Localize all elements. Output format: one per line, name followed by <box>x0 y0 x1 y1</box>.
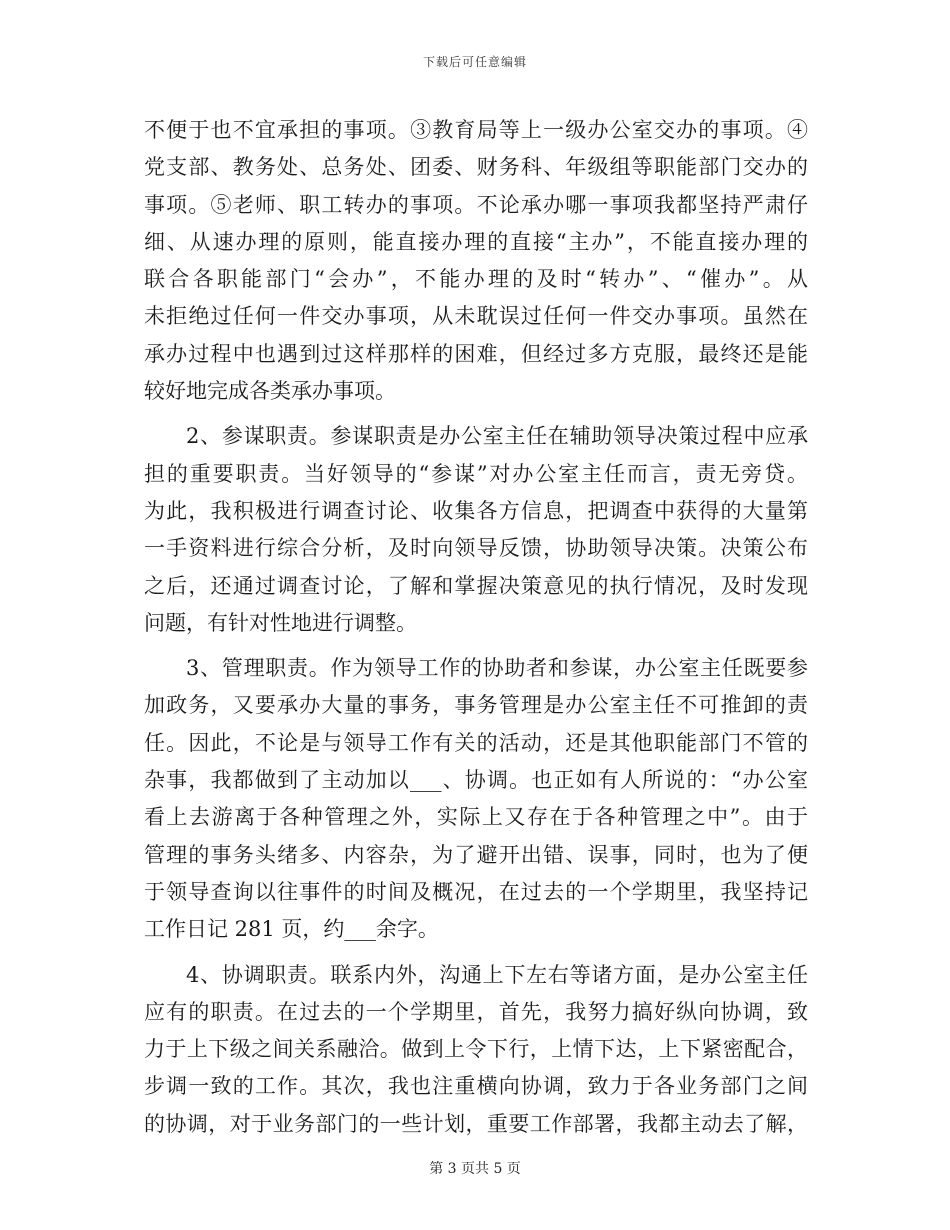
paragraph-3 <box>144 650 808 948</box>
document-body <box>144 112 808 1143</box>
text-line: 2、参谋职责。参谋职责是办公室主任在辅助领导决策过程中应承 <box>186 424 808 449</box>
text-line: 为此，我积极进行调查讨论、收集各方信息，把调查中获得的大量第 <box>144 498 808 523</box>
text-line: 力于上下级之间关系融洽。做到上令下行，上情下达，上下紧密配合， <box>144 1037 808 1062</box>
text-line: 的协调，对于业务部门的一些计划，重要工作部署，我都主动去了解， <box>144 1111 808 1136</box>
text-line: 担的重要职责。当好领导的“参谋”对办公室主任而言，责无旁贷。 <box>144 461 808 486</box>
text-line: 任。因此，不论是与领导工作有关的活动，还是其他职能部门不管的 <box>144 730 808 755</box>
page-footer <box>0 1158 950 1178</box>
text-line: 承办过程中也遇到过这样那样的困难，但经过多方克服，最终还是能 <box>144 341 808 366</box>
text-line: 联合各职能部门“会办”，不能办理的及时“转办”、“催办”。从 <box>144 267 808 292</box>
text-line: 加政务，又要承办大量的事务，事务管理是办公室主任不可推卸的责 <box>144 693 808 718</box>
text-line: 问题，有针对性地进行调整。 <box>144 610 417 635</box>
text-line: 之后，还通过调查讨论，了解和掌握决策意见的执行情况，及时发现 <box>144 573 808 598</box>
text-line: 4、协调职责。联系内外，沟通上下左右等诸方面，是办公室主任 <box>186 962 808 987</box>
page-header <box>0 53 950 70</box>
text-line: 工作日记 281 页，约___余字。 <box>144 917 439 942</box>
paragraph-1 <box>144 112 808 410</box>
text-line: 未拒绝过任何一件交办事项，从未耽误过任何一件交办事项。虽然在 <box>144 304 808 329</box>
text-line: 杂事，我都做到了主动加以___、协调。也正如有人所说的：“办公室 <box>144 768 808 793</box>
text-line: 看上去游离于各种管理之外，实际上又存在于各种管理之中”。由于 <box>144 805 808 830</box>
text-line: 应有的职责。在过去的一个学期里，首先，我努力搞好纵向协调，致 <box>144 999 808 1024</box>
text-line: 于领导查询以往事件的时间及概况，在过去的一个学期里，我坚持记 <box>144 879 808 904</box>
text-line: 3、管理职责。作为领导工作的协助者和参谋，办公室主任既要参 <box>186 656 808 681</box>
text-line: 步调一致的工作。其次，我也注重横向协调，致力于各业务部门之间 <box>144 1074 808 1099</box>
text-line: 一手资料进行综合分析，及时向领导反馈，协助领导决策。决策公布 <box>144 536 808 561</box>
text-line: 细、从速办理的原则，能直接办理的直接“主办”，不能直接办理的 <box>144 229 808 254</box>
text-line: 管理的事务头绪多、内容杂，为了避开出错、误事，同时，也为了便 <box>144 842 808 867</box>
paragraph-4 <box>144 957 808 1143</box>
paragraph-2 <box>144 418 808 642</box>
text-line: 较好地完成各类承办事项。 <box>144 379 396 404</box>
header-note: 下载后可任意编辑 <box>422 55 527 69</box>
text-line: 党支部、教务处、总务处、团委、财务科、年级组等职能部门交办的 <box>144 155 808 180</box>
text-line: 事项。⑤老师、职工转办的事项。不论承办哪一事项我都坚持严肃仔 <box>144 192 808 217</box>
page-number: 第 3 页共 5 页 <box>429 1161 521 1177</box>
text-line: 不便于也不宜承担的事项。③教育局等上一级办公室交办的事项。④ <box>144 118 808 142</box>
